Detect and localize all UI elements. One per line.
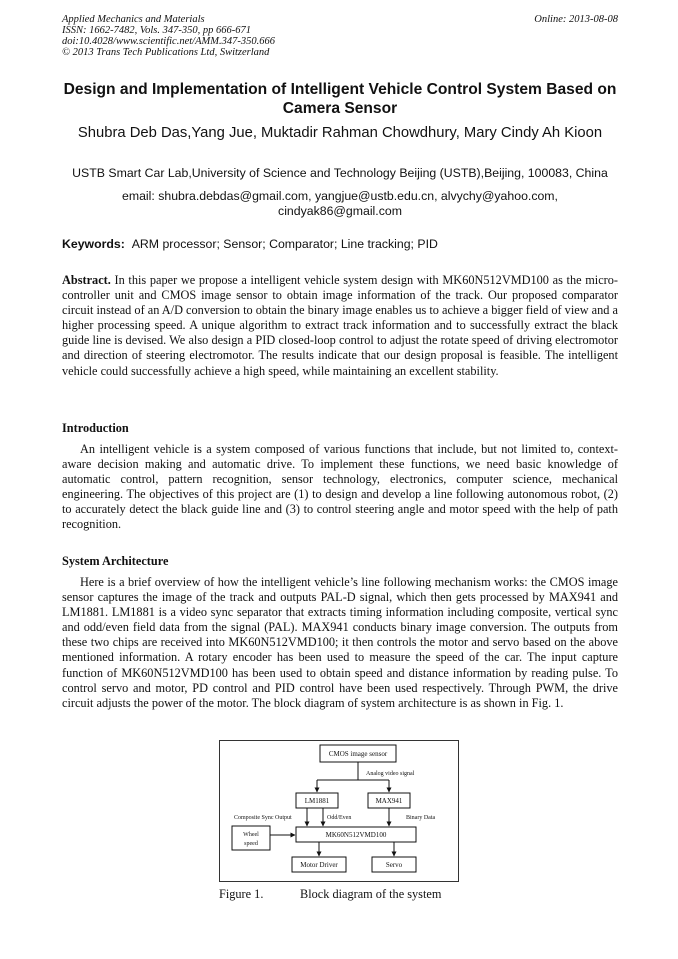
doi: doi:10.4028/www.scientific.net/AMM.347-350.666 — [62, 36, 275, 47]
block-diagram — [219, 740, 459, 882]
wheel-label: Wheel — [243, 832, 259, 838]
figure-caption-text: Block diagram of the system — [300, 887, 442, 901]
cmos-label: CMOS image sensor — [328, 750, 388, 758]
affiliation: USTB Smart Car Lab,University of Science and Technology Beijing (USTB),Beijing, 100083, China — [72, 166, 608, 180]
paper-title: Design and Implementation of Intelligent Vehicle Control System Based on Camera Sensor — [63, 81, 617, 117]
online-date: Online: 2013-08-08 — [534, 14, 618, 25]
abstract — [62, 273, 618, 379]
introduction-text: An intelligent vehicle is a system composed of various functions that include, but not limited to, context-aware decision making and automatic drive. To implement these functions, we need basic knowledge of automatic control, pattern recognition, sensor technology, electronics, computer science, mechanical engineering. The objectives of this project are (1) to design and develop a line following autonomous robot, (2) to accurately detect the black guide line and (3) to control steering angle and motor speed with the help of path recognition. — [62, 442, 618, 532]
binary-label: Binary Data — [406, 815, 436, 821]
composite-label: Composite Sync Output — [234, 815, 292, 821]
lm1881-label: LM1881 — [304, 797, 330, 805]
servo-label: Servo — [385, 861, 403, 869]
max941-label: MAX941 — [375, 797, 403, 805]
issn: ISSN: 1662-7482, Vols. 347-350, pp 666-671 — [62, 25, 251, 36]
system-architecture-text: Here is a brief overview of how the intelligent vehicle’s line following mechanism works: the CMOS image sensor captures the image of the track and outputs PAL-D signal, which then gets processed by MAX941 and LM1881. LM1881 is a video sync separator that extracts timing information including composite, vertical sync and odd/even field data from the signal (PAL). MAX941 conducts binary image conversion. The outputs from these two chips are received into MK60N512VMD100; it then controls the motor and servo based on the above mentioned information. A rotary encoder has been used to measure the speed of the car. The input capture function of MK60N512VMD100 has been used to obtain speed and distance information by reading pulse. To control servo and motor, PD control and PID control have been used respectively. Through PWM, the drive circuit adjusts the power of the motor. The block diagram of system architecture is as shown in Fig. 1. — [62, 575, 618, 710]
keywords — [62, 237, 618, 252]
introduction-heading: Introduction — [62, 421, 129, 435]
block-diagram-svg — [220, 741, 460, 883]
journal-header — [62, 14, 618, 58]
figure-caption — [219, 887, 441, 902]
email-list: email: shubra.debdas@gmail.com, yangjue@ustb.edu.cn, alvychy@yahoo.com, cindyak86@gmail.com — [122, 189, 558, 218]
copyright: © 2013 Trans Tech Publications Ltd, Switzerland — [62, 47, 270, 58]
keywords-text: ARM processor; Sensor; Comparator; Line tracking; PID — [131, 237, 438, 251]
analog-label: Analog video signal — [366, 771, 415, 777]
system-architecture-heading: System Architecture — [62, 554, 169, 568]
authors: Shubra Deb Das,Yang Jue, Muktadir Rahman Chowdhury, Mary Cindy Ah Kioon — [77, 125, 603, 141]
journal-name: Applied Mechanics and Materials — [62, 14, 205, 25]
motor-driver-label: Motor Driver — [300, 861, 338, 869]
odd-even-label: Odd/Even — [327, 815, 352, 821]
mcu-label: MK60N512VMD100 — [325, 831, 387, 839]
figure-number: Figure 1. — [219, 887, 264, 901]
keywords-label: Keywords: — [62, 237, 125, 251]
speed-label: speed — [244, 841, 258, 847]
abstract-text: In this paper we propose a intelligent vehicle system design with MK60N512VMD100 as the micro-controller unit and CMOS image sensor to obtain image information of the track. Our proposed comparator circuit instead of an A/D conversion to obtain the binary image enables us to achieve a bigger field of view and a higher processing speed. A unique algorithm to extract track information and to successfully extract the black guide line is devised. We also design a PID closed-loop control to adjust the rotate speed of driving electromotor and direction of steering electromotor. The results indicate that our design proposal is feasible. The intelligent vehicle could successfully achieve a high speed, while maintaining an excellent stability. — [62, 273, 618, 378]
abstract-label: Abstract. — [62, 273, 111, 287]
